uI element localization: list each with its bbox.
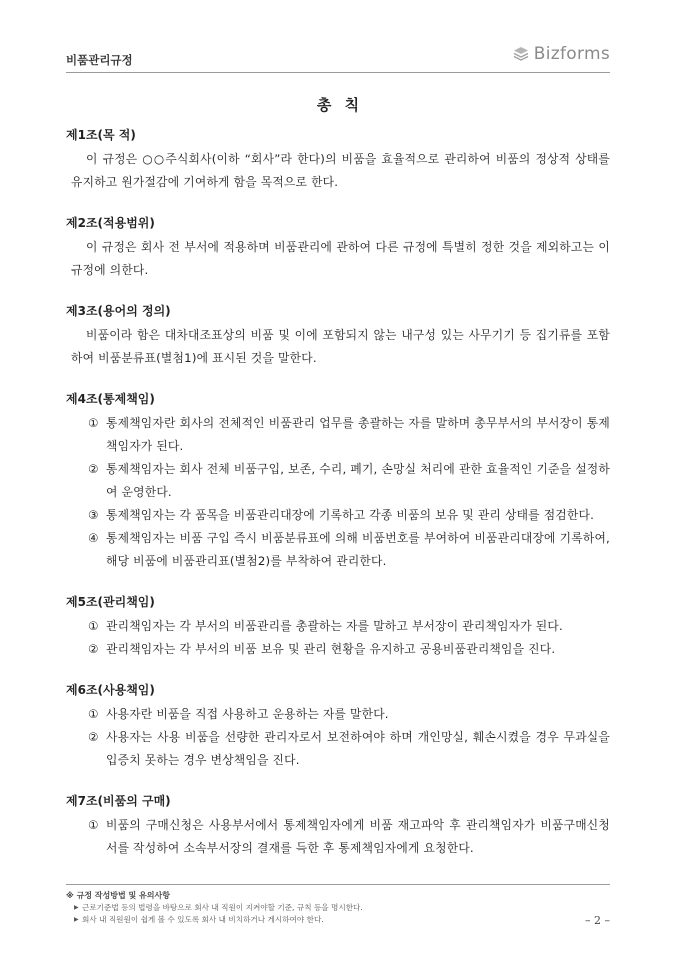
- item-number: ②: [88, 462, 99, 476]
- item-text: 관리책임자는 각 부서의 비품 보유 및 관리 현황을 유지하고 공용비품관리책임을 진다.: [106, 642, 556, 656]
- item-text: 통제책임자란 회사의 전체적인 비품관리 업무를 총괄하는 자를 말하며 총무부서의 부서장이 통제책임자가 된다.: [106, 416, 610, 453]
- article-7: [66, 792, 610, 860]
- item-text: 통제책임자는 비품 구입 즉시 비품분류표에 의해 비품번호를 부여하여 비품관리대장에 기록하여, 해당 비품에 비품관리표(별첨2)를 부착하여 관리한다.: [106, 531, 610, 568]
- item-number: ①: [88, 707, 99, 721]
- article-heading: 제3조(용어의 정의): [66, 304, 171, 318]
- brand-logo: [513, 44, 610, 64]
- article-item: [66, 814, 610, 860]
- article-text: 이 규정은 ○○주식회사(이하 “회사”라 한다)의 비품을 효율적으로 관리하여 비품의 정상적 상태를 유지하고 원가절감에 기여하게 함을 목적으로 한다.: [71, 152, 610, 189]
- item-text: 비품의 구매신청은 사용부서에서 통제책임자에게 비품 재고파악 후 관리책임자가 비품구매신청서를 작성하여 소속부서장의 결재를 득한 후 통제책임자에게 요청한다.: [106, 818, 610, 855]
- note-title: ※ 규정 작성방법 및 유의사항: [66, 891, 170, 900]
- article-heading: 제1조(목 적): [66, 128, 136, 142]
- item-number: ①: [88, 619, 99, 633]
- brand-name: Bizforms: [533, 44, 610, 64]
- article-item: [66, 703, 610, 726]
- note-text: 근로기준법 등의 법령을 바탕으로 회사 내 직원이 지켜야할 기준, 규칙 등을 명시한다.: [82, 903, 363, 912]
- layers-icon: [513, 46, 529, 62]
- item-number: ④: [88, 531, 99, 545]
- article-1: [66, 126, 610, 194]
- item-number: ①: [88, 416, 99, 430]
- page-number: – 2 –: [585, 914, 610, 927]
- item-number: ②: [88, 642, 99, 656]
- article-heading: 제5조(관리책임): [66, 595, 155, 609]
- document-body: [66, 126, 610, 880]
- item-number: ②: [88, 730, 99, 744]
- article-4: [66, 390, 610, 573]
- article-text: 비품이라 함은 대차대조표상의 비품 및 이에 포함되지 않는 내구성 있는 사무기기 등 집기류를 포함하여 비품분류표(별첨1)에 표시된 것을 말한다.: [71, 328, 610, 365]
- article-heading: 제6조(사용책임): [66, 683, 155, 697]
- item-number: ③: [88, 508, 99, 522]
- article-heading: 제2조(적용범위): [66, 216, 155, 230]
- article-text: 이 규정은 회사 전 부서에 적용하며 비품관리에 관하여 다른 규정에 특별히 정한 것을 제외하고는 이 규정에 의한다.: [71, 240, 610, 277]
- chapter-title: 총 칙: [316, 96, 364, 114]
- triangle-bullet-icon: ▶: [74, 904, 79, 911]
- article-item: [66, 412, 610, 458]
- article-6: [66, 681, 610, 772]
- item-text: 관리책임자는 각 부서의 비품관리를 총괄하는 자를 말하고 부서장이 관리책임자가 된다.: [106, 619, 563, 633]
- article-heading: 제7조(비품의 구매): [66, 794, 171, 808]
- page-header: [66, 44, 610, 73]
- article-3: [66, 302, 610, 370]
- item-text: 사용자는 사용 비품을 선량한 관리자로서 보전하여야 하며 개인망실, 훼손시켰을 경우 무과실을 입증치 못하는 경우 변상책임을 진다.: [106, 730, 610, 767]
- article-item: [66, 504, 610, 527]
- item-text: 통제책임자는 각 품목을 비품관리대장에 기록하고 각종 비품의 보유 및 관리 상태를 점검한다.: [106, 508, 595, 522]
- item-number: ①: [88, 818, 99, 832]
- note-text: 회사 내 직원원이 쉽게 볼 수 있도록 회사 내 비치하거나 게시하여야 한다.: [82, 915, 324, 924]
- article-item: [66, 638, 610, 661]
- item-text: 사용자란 비품을 직접 사용하고 운용하는 자를 말한다.: [106, 707, 389, 721]
- article-5: [66, 593, 610, 661]
- note-item: [66, 914, 610, 926]
- article-item: [66, 615, 610, 638]
- article-heading: 제4조(통제책임): [66, 392, 155, 406]
- article-item: [66, 527, 610, 573]
- note-item: [66, 902, 610, 914]
- page-footer: [66, 884, 610, 926]
- document-title: 비품관리규정: [66, 53, 133, 67]
- item-text: 통제책임자는 회사 전체 비품구입, 보존, 수리, 폐기, 손망실 처리에 관한 효율적인 기준을 설정하여 운영한다.: [106, 462, 610, 499]
- article-item: [66, 458, 610, 504]
- triangle-bullet-icon: ▶: [74, 916, 79, 923]
- article-2: [66, 214, 610, 282]
- article-item: [66, 726, 610, 772]
